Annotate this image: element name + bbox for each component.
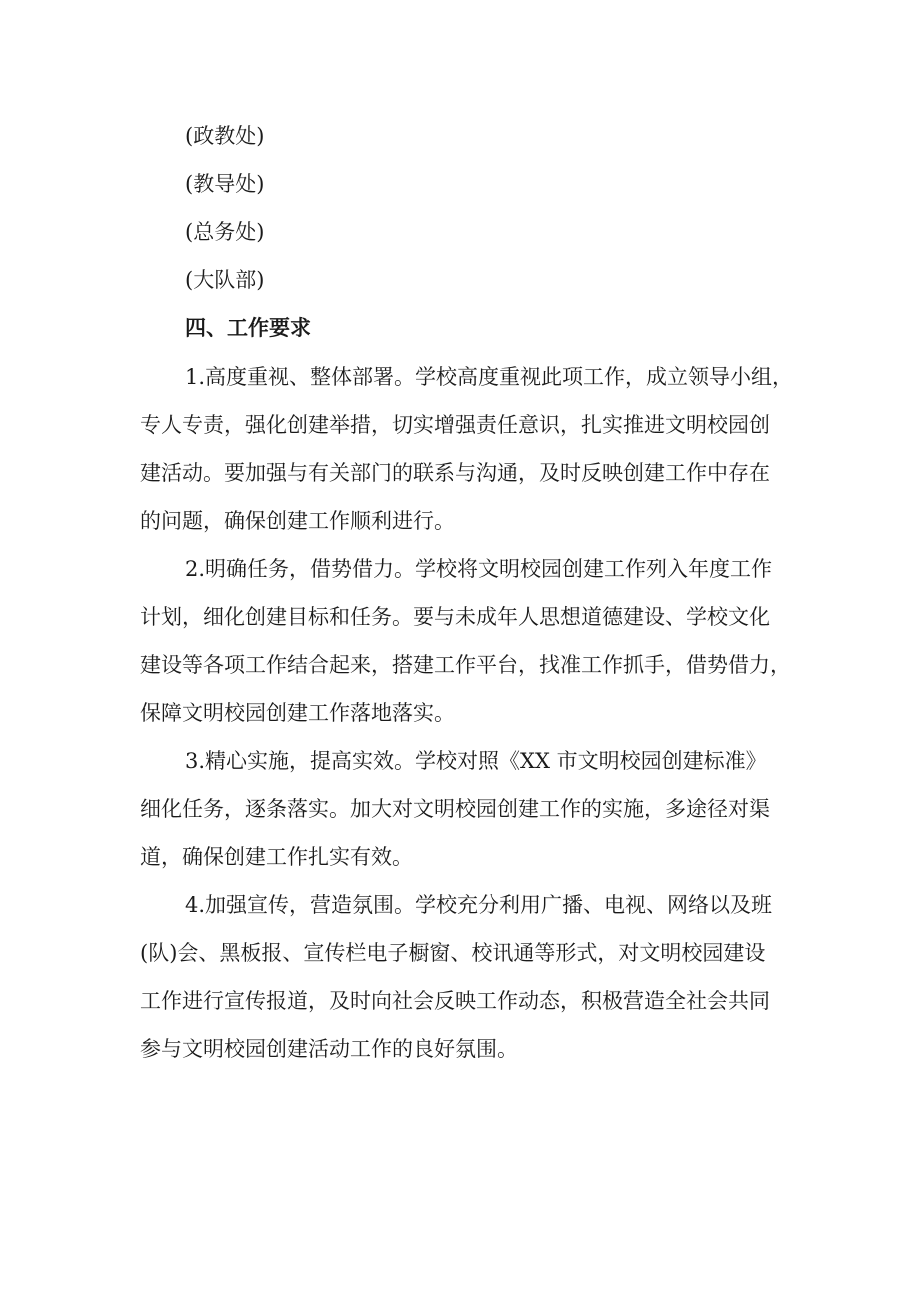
- paragraph-line: 保障文明校园创建工作落地落实。: [140, 701, 455, 725]
- paragraph-line: 计划，细化创建目标和任务。要与未成年人思想道德建设、学校文化: [140, 605, 770, 629]
- paragraph-line: 2.明确任务，借势借力。学校将文明校园创建工作列入年度工作: [185, 557, 773, 581]
- department-line: (教导处): [185, 172, 265, 196]
- section-heading: 四、工作要求: [185, 315, 311, 340]
- paragraph-line: 细化任务，逐条落实。加大对文明校园创建工作的实施，多途径对渠: [140, 797, 770, 821]
- paragraph-line: 建设等各项工作结合起来，搭建工作平台，找准工作抓手，借势借力，: [140, 653, 791, 677]
- paragraph-line: 专人专责，强化创建举措，切实增强责任意识，扎实推进文明校园创: [140, 413, 770, 437]
- paragraph-line: 道，确保创建工作扎实有效。: [140, 845, 413, 869]
- department-line: (总务处): [185, 220, 265, 244]
- department-line: (大队部): [185, 268, 265, 292]
- paragraph-line: 1.高度重视、整体部署。学校高度重视此项工作，成立领导小组，: [185, 365, 794, 389]
- paragraph-line: 4.加强宣传，营造氛围。学校充分利用广播、电视、网络以及班: [185, 893, 773, 917]
- paragraph-line: 建活动。要加强与有关部门的联系与沟通，及时反映创建工作中存在: [140, 461, 770, 485]
- paragraph-line: (队)会、黑板报、宣传栏电子橱窗、校讯通等形式，对文明校园建设: [140, 941, 766, 965]
- paragraph-line: 工作进行宣传报道，及时向社会反映工作动态，积极营造全社会共同: [140, 989, 770, 1013]
- paragraph-line: 参与文明校园创建活动工作的良好氛围。: [140, 1037, 518, 1061]
- department-line: (政教处): [185, 124, 265, 148]
- paragraph-line: 的问题，确保创建工作顺利进行。: [140, 509, 455, 533]
- paragraph-line: 3.精心实施，提高实效。学校对照《XX 市文明校园创建标准》: [185, 749, 767, 773]
